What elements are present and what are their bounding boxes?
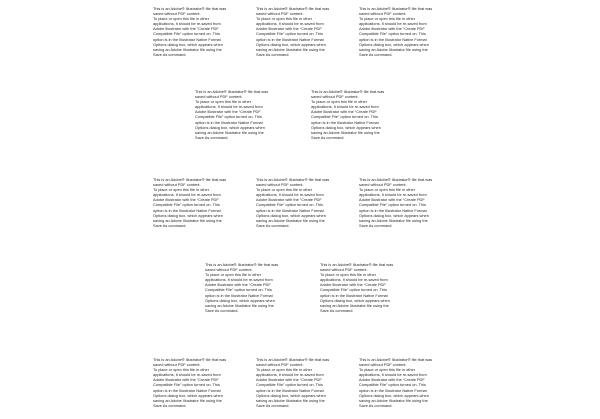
notice-line: Options dialog box, which appears when (153, 392, 223, 398)
notice-line: This is an Adobe® Illustrator® file that was (320, 262, 394, 267)
notice-line: saved without PDF content. (256, 182, 304, 188)
notice-line: saving an Adobe Illustrator file using the (320, 302, 389, 308)
notice-line: saving an Adobe Illustrator file using the (205, 302, 274, 308)
notice-line: Options dialog box, which appears when (256, 212, 326, 218)
notice-line: This is an Adobe® Illustrator® file that was (205, 262, 279, 267)
notice-line: saved without PDF content. (311, 94, 359, 100)
notice-line: To place or open this file in other (311, 99, 368, 105)
notice-line: option is in the Illustrator Native Format (195, 119, 263, 125)
notice-line: option is in the Illustrator Native Format (256, 387, 324, 393)
notice-line: Compatible File” option turned on. This (359, 202, 426, 208)
notice-line: Adobe Illustrator with the “Create PDF (311, 109, 377, 115)
notice-line: saved without PDF content. (195, 94, 243, 100)
notice-line: Options dialog box, which appears when (359, 392, 429, 398)
notice-line: applications, it should be re-saved from (359, 372, 427, 378)
notice-line: This is an Adobe® Illustrator® file that was (256, 6, 330, 11)
notice-line: Options dialog box, which appears when (205, 297, 275, 303)
notice-line: saved without PDF content. (256, 11, 304, 17)
notice-line: Options dialog box, which appears when (311, 124, 381, 130)
notice-line: Save As command. (153, 51, 187, 57)
notice-line: saved without PDF content. (153, 182, 201, 188)
notice-line: This is an Adobe® Illustrator® file that was (153, 6, 227, 11)
notice-line: Save As command. (359, 222, 393, 228)
notice-line: applications, it should be re-saved from (153, 21, 221, 27)
notice-line: Adobe Illustrator with the “Create PDF (320, 282, 386, 288)
notice-line: applications, it should be re-saved from (205, 277, 273, 283)
notice-line: applications, it should be re-saved from (320, 277, 388, 283)
notice-line: Options dialog box, which appears when (256, 392, 326, 398)
notice-line: To place or open this file in other (256, 367, 313, 373)
notice-line: saved without PDF content. (153, 362, 201, 368)
notice-line: option is in the Illustrator Native Format (320, 292, 388, 298)
notice-line: To place or open this file in other (153, 367, 210, 373)
pdf-notice-r1-c1 (153, 6, 235, 57)
notice-line: Save As command. (359, 51, 393, 57)
notice-line: Options dialog box, which appears when (195, 124, 265, 130)
notice-line: saved without PDF content. (153, 11, 201, 17)
pdf-notice-r3-c1 (153, 177, 235, 228)
pdf-notice-r1-c2 (256, 6, 338, 57)
notice-line: Adobe Illustrator with the “Create PDF (359, 26, 425, 32)
pdf-notice-r3-c2 (256, 177, 338, 228)
notice-line: saved without PDF content. (205, 267, 253, 273)
notice-line: To place or open this file in other (359, 16, 416, 22)
notice-line: saving an Adobe Illustrator file using the (256, 46, 325, 52)
notice-line: saving an Adobe Illustrator file using the (195, 129, 264, 135)
pdf-notice-r3-c3 (359, 177, 441, 228)
notice-line: To place or open this file in other (359, 187, 416, 193)
notice-line: Adobe Illustrator with the “Create PDF (256, 377, 322, 383)
pdf-notice-r4-c2 (320, 262, 402, 313)
notice-line: option is in the Illustrator Native Format (359, 36, 427, 42)
notice-line: saving an Adobe Illustrator file using the (153, 397, 222, 403)
notice-line: Compatible File” option turned on. This (359, 31, 426, 37)
notice-line: saving an Adobe Illustrator file using the (153, 46, 222, 52)
notice-line: applications, it should be re-saved from (256, 192, 324, 198)
notice-line: Adobe Illustrator with the “Create PDF (359, 377, 425, 383)
notice-line: Save As command. (195, 134, 229, 140)
notice-line: To place or open this file in other (205, 272, 262, 278)
notice-line: Options dialog box, which appears when (153, 41, 223, 47)
notice-line: Adobe Illustrator with the “Create PDF (256, 197, 322, 203)
notice-line: Compatible File” option turned on. This (153, 202, 220, 208)
notice-line: option is in the Illustrator Native Format (311, 119, 379, 125)
notice-line: Save As command. (256, 402, 290, 408)
pdf-notice-r5-c1 (153, 357, 235, 408)
notice-line: To place or open this file in other (320, 272, 377, 278)
notice-line: applications, it should be re-saved from (153, 372, 221, 378)
notice-line: This is an Adobe® Illustrator® file that was (256, 177, 330, 182)
pdf-notice-r4-c1 (205, 262, 287, 313)
notice-line: Save As command. (153, 402, 187, 408)
notice-line: option is in the Illustrator Native Format (256, 207, 324, 213)
notice-line: option is in the Illustrator Native Format (359, 207, 427, 213)
notice-line: saved without PDF content. (256, 362, 304, 368)
notice-line: saving an Adobe Illustrator file using the (359, 397, 428, 403)
notice-line: To place or open this file in other (195, 99, 252, 105)
notice-line: saving an Adobe Illustrator file using the (359, 217, 428, 223)
notice-line: applications, it should be re-saved from (195, 104, 263, 110)
notice-line: To place or open this file in other (359, 367, 416, 373)
notice-line: Compatible File” option turned on. This (359, 382, 426, 388)
notice-line: applications, it should be re-saved from (256, 21, 324, 27)
notice-line: Adobe Illustrator with the “Create PDF (205, 282, 271, 288)
notice-line: Save As command. (311, 134, 345, 140)
notice-line: To place or open this file in other (153, 187, 210, 193)
notice-line: This is an Adobe® Illustrator® file that was (153, 177, 227, 182)
notice-line: This is an Adobe® Illustrator® file that was (195, 89, 269, 94)
notice-line: saved without PDF content. (359, 362, 407, 368)
notice-line: Compatible File” option turned on. This (256, 202, 323, 208)
notice-line: Options dialog box, which appears when (359, 212, 429, 218)
notice-line: option is in the Illustrator Native Format (205, 292, 273, 298)
notice-line: Adobe Illustrator with the “Create PDF (153, 26, 219, 32)
pdf-notice-r2-c2 (311, 89, 393, 140)
notice-line: Compatible File” option turned on. This (153, 382, 220, 388)
notice-line: Save As command. (320, 307, 354, 313)
notice-line: Save As command. (256, 51, 290, 57)
notice-line: To place or open this file in other (256, 187, 313, 193)
notice-line: To place or open this file in other (153, 16, 210, 22)
notice-line: This is an Adobe® Illustrator® file that was (311, 89, 385, 94)
notice-line: Adobe Illustrator with the “Create PDF (153, 377, 219, 383)
notice-line: Adobe Illustrator with the “Create PDF (256, 26, 322, 32)
notice-line: option is in the Illustrator Native Format (153, 36, 221, 42)
notice-line: Options dialog box, which appears when (153, 212, 223, 218)
notice-line: Save As command. (205, 307, 239, 313)
notice-line: saving an Adobe Illustrator file using the (311, 129, 380, 135)
notice-line: Adobe Illustrator with the “Create PDF (153, 197, 219, 203)
pdf-notice-r5-c2 (256, 357, 338, 408)
notice-line: saved without PDF content. (320, 267, 368, 273)
notice-line: Compatible File” option turned on. This (320, 287, 387, 293)
notice-line: applications, it should be re-saved from (359, 21, 427, 27)
notice-line: saving an Adobe Illustrator file using the (256, 217, 325, 223)
notice-line: To place or open this file in other (256, 16, 313, 22)
notice-line: This is an Adobe® Illustrator® file that was (359, 357, 433, 362)
notice-line: Save As command. (256, 222, 290, 228)
notice-line: Adobe Illustrator with the “Create PDF (359, 197, 425, 203)
notice-line: This is an Adobe® Illustrator® file that was (153, 357, 227, 362)
notice-line: saved without PDF content. (359, 11, 407, 17)
notice-line: saving an Adobe Illustrator file using the (256, 397, 325, 403)
notice-line: applications, it should be re-saved from (359, 192, 427, 198)
notice-line: option is in the Illustrator Native Format (153, 387, 221, 393)
pdf-notice-r2-c1 (195, 89, 277, 140)
notice-line: option is in the Illustrator Native Format (359, 387, 427, 393)
notice-line: Compatible File” option turned on. This (205, 287, 272, 293)
notice-line: applications, it should be re-saved from (311, 104, 379, 110)
notice-line: Options dialog box, which appears when (320, 297, 390, 303)
notice-line: saving an Adobe Illustrator file using the (153, 217, 222, 223)
pdf-notice-r1-c3 (359, 6, 441, 57)
notice-line: applications, it should be re-saved from (256, 372, 324, 378)
notice-line: This is an Adobe® Illustrator® file that was (359, 177, 433, 182)
notice-line: Compatible File” option turned on. This (195, 114, 262, 120)
notice-line: Options dialog box, which appears when (359, 41, 429, 47)
notice-line: option is in the Illustrator Native Format (153, 207, 221, 213)
pdf-notice-r5-c3 (359, 357, 441, 408)
notice-line: Save As command. (359, 402, 393, 408)
notice-line: Compatible File” option turned on. This (256, 382, 323, 388)
notice-line: saved without PDF content. (359, 182, 407, 188)
notice-line: Compatible File” option turned on. This (256, 31, 323, 37)
notice-line: This is an Adobe® Illustrator® file that was (359, 6, 433, 11)
notice-line: applications, it should be re-saved from (153, 192, 221, 198)
notice-line: saving an Adobe Illustrator file using the (359, 46, 428, 52)
notice-line: This is an Adobe® Illustrator® file that was (256, 357, 330, 362)
notice-line: Compatible File” option turned on. This (311, 114, 378, 120)
notice-line: Compatible File” option turned on. This (153, 31, 220, 37)
notice-line: option is in the Illustrator Native Format (256, 36, 324, 42)
notice-line: Adobe Illustrator with the “Create PDF (195, 109, 261, 115)
notice-line: Save As command. (153, 222, 187, 228)
notice-line: Options dialog box, which appears when (256, 41, 326, 47)
